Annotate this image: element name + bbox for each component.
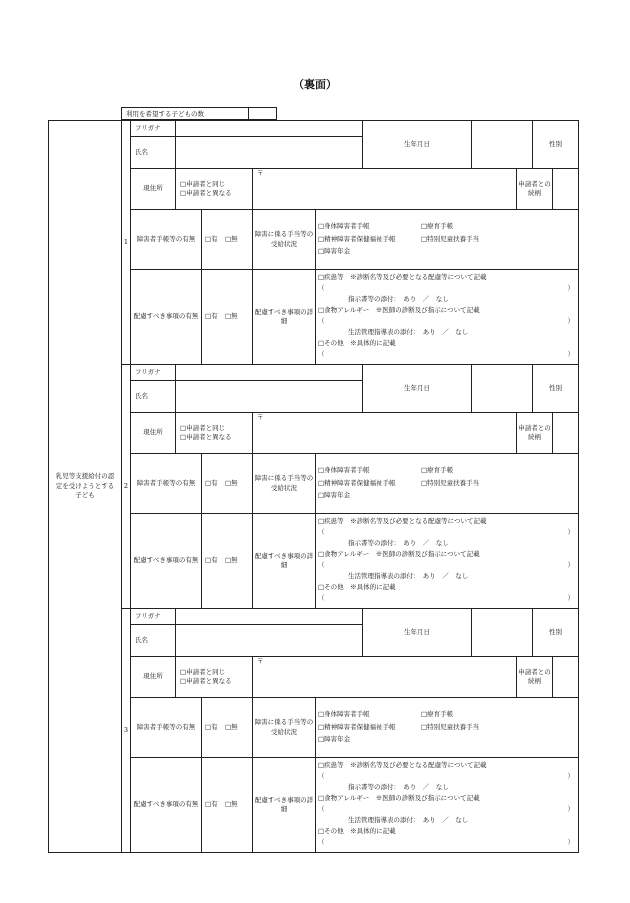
rehab-cert-checkbox[interactable]: □療育手帳: [421, 466, 454, 475]
name-input[interactable]: [176, 625, 363, 657]
address-label: 現住所: [131, 169, 176, 210]
child-count-field[interactable]: [249, 107, 277, 120]
physical-disability-checkbox[interactable]: □身体障害者手帳: [318, 466, 370, 475]
consideration-need-options: [202, 270, 253, 365]
other-checkbox[interactable]: □その他 ※具体的に記載: [318, 583, 396, 591]
consideration-detail-label: 配慮すべき事項の詳細: [253, 514, 316, 609]
instruction-attachment[interactable]: 指示書等の添付： あり ／ なし: [348, 539, 449, 547]
consideration-need-label: 配慮すべき事項の有無: [131, 270, 202, 365]
yes-checkbox[interactable]: □有: [205, 478, 218, 487]
relationship-input[interactable]: [553, 169, 579, 210]
disability-cert-label: 障害者手帳等の有無: [131, 454, 202, 514]
instruction-attachment[interactable]: 指示書等の添付： あり ／ なし: [348, 295, 449, 303]
consideration-detail-options[interactable]: □疾患等 ※診断名等及び必要となる配慮等について記載 （ ） 指示書等の添付： あり ／ なし □食物アレルギー ※医師の診断及び指示について記載 （ ） 生活管理指導表の添付： あり ／ なし □その他 ※具体的に記載 （ ）: [316, 514, 579, 609]
no-checkbox[interactable]: □無: [225, 478, 238, 487]
mental-health-cert-checkbox[interactable]: □精神障害者保健福祉手帳: [318, 234, 396, 243]
no-checkbox[interactable]: □無: [225, 556, 238, 565]
address-input[interactable]: [253, 169, 517, 210]
consideration-detail-label: 配慮すべき事項の詳細: [253, 758, 316, 853]
consideration-need-options: [202, 758, 253, 853]
disability-pension-checkbox[interactable]: □障害年金: [318, 735, 351, 744]
other-checkbox[interactable]: □その他 ※具体的に記載: [318, 339, 396, 347]
address-input[interactable]: [253, 657, 517, 698]
benefit-status-options: [316, 698, 579, 758]
child-1-row: [49, 121, 579, 137]
no-checkbox[interactable]: □無: [225, 722, 238, 731]
disability-pension-checkbox[interactable]: □障害年金: [318, 491, 351, 500]
benefit-status-label: 障害に係る手当等の受給状況: [253, 454, 316, 514]
rehab-cert-checkbox[interactable]: □療育手帳: [421, 222, 454, 231]
name-label: 氏名: [131, 625, 176, 657]
food-allergy-checkbox[interactable]: □食物アレルギー ※医師の診断及び指示について記載: [318, 306, 480, 314]
management-table-attachment[interactable]: 生活管理指導表の添付： あり ／ なし: [348, 572, 469, 580]
disease-checkbox[interactable]: □疾患等 ※診断名等及び必要となる配慮等について記載: [318, 517, 487, 525]
disability-cert-label: 障害者手帳等の有無: [131, 210, 202, 270]
child-section-label: 乳児等支援給付の認定を受けようとする子ども: [49, 121, 122, 853]
benefit-status-options: [316, 454, 579, 514]
relationship-label: 申請者との続柄: [517, 657, 553, 698]
name-input[interactable]: [176, 381, 363, 413]
rehab-cert-checkbox[interactable]: □療育手帳: [421, 710, 454, 719]
benefit-status-label: 障害に係る手当等の受給状況: [253, 698, 316, 758]
disease-checkbox[interactable]: □疾患等 ※診断名等及び必要となる配慮等について記載: [318, 273, 487, 281]
yes-checkbox[interactable]: □有: [205, 312, 218, 321]
relationship-input[interactable]: [553, 657, 579, 698]
yes-checkbox[interactable]: □有: [205, 556, 218, 565]
different-from-applicant-checkbox[interactable]: □申請者と異なる: [180, 433, 232, 441]
yes-checkbox[interactable]: □有: [205, 800, 218, 809]
consideration-need-options: [202, 514, 253, 609]
address-label: 現住所: [131, 657, 176, 698]
relationship-input[interactable]: [553, 413, 579, 454]
mental-health-cert-checkbox[interactable]: □精神障害者保健福祉手帳: [318, 478, 396, 487]
physical-disability-checkbox[interactable]: □身体障害者手帳: [318, 222, 370, 231]
disability-pension-checkbox[interactable]: □障害年金: [318, 247, 351, 256]
disability-cert-options: [202, 698, 253, 758]
child-count-label: 利用を希望する子どもの数: [121, 107, 249, 120]
consideration-need-label: 配慮すべき事項の有無: [131, 514, 202, 609]
name-label: 氏名: [131, 381, 176, 413]
yes-checkbox[interactable]: □有: [205, 722, 218, 731]
consideration-detail-options[interactable]: □疾患等 ※診断名等及び必要となる配慮等について記載 （ ） 指示書等の添付： あり ／ なし □食物アレルギー ※医師の診断及び指示について記載 （ ） 生活管理指導表の添付： あり ／ なし □その他 ※具体的に記載 （ ）: [316, 758, 579, 853]
no-checkbox[interactable]: □無: [225, 234, 238, 243]
no-checkbox[interactable]: □無: [225, 312, 238, 321]
instruction-attachment[interactable]: 指示書等の添付： あり ／ なし: [348, 783, 449, 791]
disability-cert-label: 障害者手帳等の有無: [131, 698, 202, 758]
furigana-label: フリガナ: [131, 121, 176, 137]
consideration-detail-label: 配慮すべき事項の詳細: [253, 270, 316, 365]
food-allergy-checkbox[interactable]: □食物アレルギー ※医師の診断及び指示について記載: [318, 550, 480, 558]
postal-mark: 〒: [257, 657, 264, 665]
same-as-applicant-checkbox[interactable]: □申請者と同じ: [180, 423, 226, 432]
special-child-allowance-checkbox[interactable]: □特別児童扶養手当: [421, 722, 480, 731]
special-child-allowance-checkbox[interactable]: □特別児童扶養手当: [421, 478, 480, 487]
postal-mark: 〒: [257, 413, 264, 421]
furigana-input[interactable]: [176, 121, 363, 137]
mental-health-cert-checkbox[interactable]: □精神障害者保健福祉手帳: [318, 722, 396, 731]
relationship-label: 申請者との続柄: [517, 169, 553, 210]
name-input[interactable]: [176, 137, 363, 169]
different-from-applicant-checkbox[interactable]: □申請者と異なる: [180, 677, 232, 685]
gender-label: 性別: [533, 121, 579, 169]
special-child-allowance-checkbox[interactable]: □特別児童扶養手当: [421, 234, 480, 243]
relationship-label: 申請者との続柄: [517, 413, 553, 454]
management-table-attachment[interactable]: 生活管理指導表の添付： あり ／ なし: [348, 328, 469, 336]
other-checkbox[interactable]: □その他 ※具体的に記載: [318, 827, 396, 835]
page-title: （裏面）: [293, 78, 337, 91]
postal-mark: 〒: [257, 169, 264, 177]
child-3-row: [49, 609, 579, 625]
disease-checkbox[interactable]: □疾患等 ※診断名等及び必要となる配慮等について記載: [318, 761, 487, 769]
same-as-applicant-checkbox[interactable]: □申請者と同じ: [180, 179, 226, 188]
furigana-label: フリガナ: [131, 609, 176, 625]
food-allergy-checkbox[interactable]: □食物アレルギー ※医師の診断及び指示について記載: [318, 794, 480, 802]
physical-disability-checkbox[interactable]: □身体障害者手帳: [318, 710, 370, 719]
birthdate-input[interactable]: [472, 121, 533, 169]
benefit-status-options: [316, 210, 579, 270]
birthdate-input[interactable]: [472, 609, 533, 657]
birthdate-input[interactable]: [472, 365, 533, 413]
consideration-need-label: 配慮すべき事項の有無: [131, 758, 202, 853]
management-table-attachment[interactable]: 生活管理指導表の添付： あり ／ なし: [348, 816, 469, 824]
consideration-detail-options[interactable]: □疾患等 ※診断名等及び必要となる配慮等について記載 （ ） 指示書等の添付： あり ／ なし □食物アレルギー ※医師の診断及び指示について記載 （ ） 生活管理指導表の添付： あり ／ なし □その他 ※具体的に記載 （ ）: [316, 270, 579, 365]
gender-label: 性別: [533, 365, 579, 413]
yes-checkbox[interactable]: □有: [205, 234, 218, 243]
address-input[interactable]: [253, 413, 517, 454]
birthdate-label: 生年月日: [363, 121, 472, 169]
no-checkbox[interactable]: □無: [225, 800, 238, 809]
children-form-table: [48, 120, 579, 853]
child-number: 3: [122, 609, 131, 853]
disability-cert-options: [202, 210, 253, 270]
same-as-applicant-checkbox[interactable]: □申請者と同じ: [180, 667, 226, 676]
gender-label: 性別: [533, 609, 579, 657]
furigana-input[interactable]: [176, 609, 363, 625]
child-number: 1: [122, 121, 131, 365]
address-label: 現住所: [131, 413, 176, 454]
furigana-input[interactable]: [176, 365, 363, 381]
furigana-label: フリガナ: [131, 365, 176, 381]
benefit-status-label: 障害に係る手当等の受給状況: [253, 210, 316, 270]
birthdate-label: 生年月日: [363, 365, 472, 413]
different-from-applicant-checkbox[interactable]: □申請者と異なる: [180, 189, 232, 197]
disability-cert-options: [202, 454, 253, 514]
child-number: 2: [122, 365, 131, 609]
birthdate-label: 生年月日: [363, 609, 472, 657]
child-2-row: [49, 365, 579, 381]
name-label: 氏名: [131, 137, 176, 169]
